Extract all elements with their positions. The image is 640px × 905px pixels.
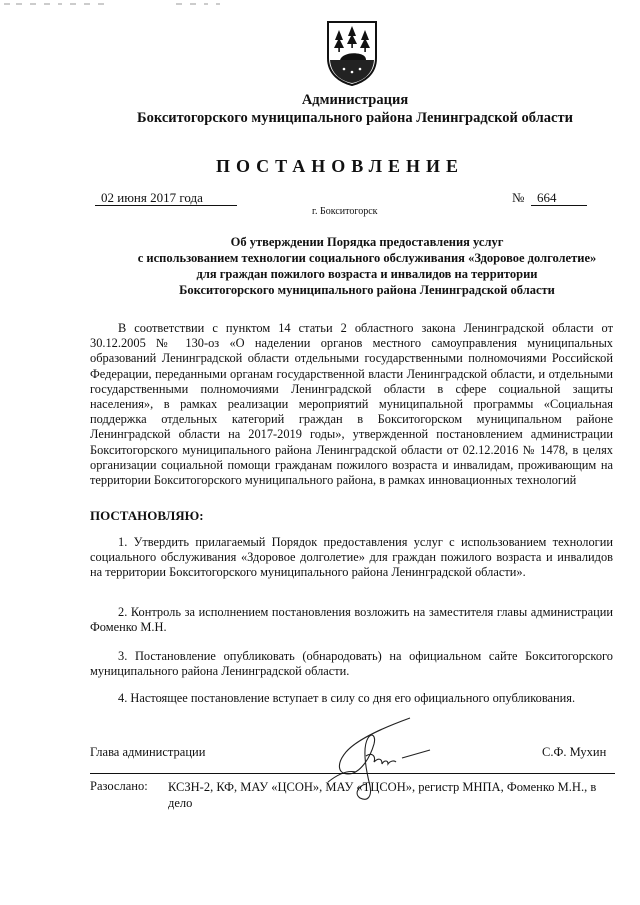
coat-of-arms-icon <box>326 20 378 86</box>
resolution-item-1: 1. Утвердить прилагаемый Порядок предоставления услуг с использованием технологии социального обслуживания «Здоровое долголетие» для граждан пожилого возраста и инвалидов на территории Бокситогорского муниципального района Ленинградской области». <box>90 535 613 580</box>
subject-line: для граждан пожилого возраста и инвалидов на территории <box>196 267 538 281</box>
footer-divider <box>90 773 615 774</box>
document-number: 664 <box>531 190 587 206</box>
resolve-heading: ПОСТАНОВЛЯЮ: <box>90 508 204 523</box>
distribution-list: КСЗН-2, КФ, МАУ «ЦСОН», МАУ «ТЦСОН», регистр МНПА, Фоменко М.Н., в дело <box>168 780 597 810</box>
resolution-item-3: 3. Постановление опубликовать (обнародовать) на официальном сайте Бокситогорского муниципального района Ленинградской области. <box>90 649 613 679</box>
subject-line: Об утверждении Порядка предоставления услуг <box>230 235 504 249</box>
document-date: 02 июня 2017 года <box>95 190 237 206</box>
document-number-label: № <box>512 190 525 205</box>
distribution-label: Разослано: <box>90 779 148 793</box>
preamble-paragraph: В соответствии с пунктом 14 статьи 2 областного закона Ленинградской области от 30.12.2005 № 130-оз «О наделении органов местного самоуправления муниципальных образований Ленинградской области отдельными государственными полномочиями Российской Федерации, переданными органам государственной власти Ленинградской области, и отдельными государственными полномочиями Ленинградской области в сфере социальной защиты населения», в рамках реализации мероприятий муниципальной программы «Социальная поддержка отдельных категорий граждан в Бокситогорском муниципальном районе Ленинградской области на 2017-2019 годы», утвержденной постановлением администрации Бокситогорского муниципального района Ленинградской области от 02.12.2016 № 1478, в целях организации социальной помощи гражданам пожилого возраста и инвалидам, проживающим на территории Бокситогорского муниципального района, в рамках инновационных технологий <box>90 321 613 488</box>
document-city: г. Бокситогорск <box>312 206 378 217</box>
scan-artifacts <box>0 0 640 12</box>
organization-name: Администрация <box>301 92 409 108</box>
signatory-title: Глава администрации <box>90 745 206 759</box>
organization-district: Бокситогорского муниципального района Ленинградской области <box>137 110 573 126</box>
signatory-name: С.Ф. Мухин <box>542 745 607 759</box>
subject-line: Бокситогорского муниципального района Ленинградской области <box>179 283 555 297</box>
resolution-item-2: 2. Контроль за исполнением постановления возложить на заместителя главы администрации Фоменко М.Н. <box>90 605 613 635</box>
document-subject <box>60 234 640 298</box>
resolution-item-4: 4. Настоящее постановление вступает в силу со дня его официального опубликования. <box>118 691 576 705</box>
subject-line: с использованием технологии социального обслуживания «Здоровое долголетие» <box>137 251 597 265</box>
document-type-title: ПОСТАНОВЛЕНИЕ <box>215 156 465 176</box>
